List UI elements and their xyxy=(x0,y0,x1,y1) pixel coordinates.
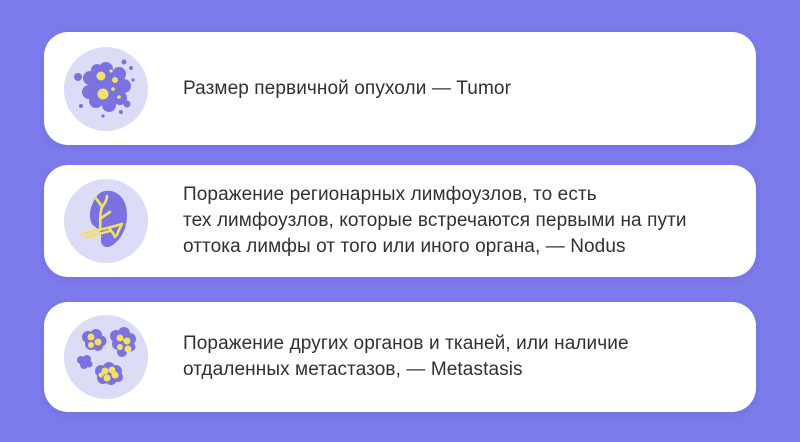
card-metastasis xyxy=(44,302,756,412)
card-metastasis-text xyxy=(183,331,629,383)
card-tumor-text xyxy=(183,76,511,102)
tumor-icon xyxy=(64,47,148,131)
text-line: тех лимфоузлов, которые встречаются первыми на пути xyxy=(183,210,687,231)
text-line: оттока лимфы от того или иного органа, — Nodus xyxy=(183,236,626,257)
text-line: отдаленных метастазов, — Metastasis xyxy=(183,359,523,380)
card-nodus xyxy=(44,165,756,277)
text-line: Поражение регионарных лимфоузлов, то есть xyxy=(183,184,597,205)
text-line: Размер первичной опухоли — Tumor xyxy=(183,77,511,99)
metastasis-icon xyxy=(64,315,148,399)
card-nodus-text xyxy=(183,182,687,260)
text-line: Поражение других органов и тканей, или наличие xyxy=(183,333,629,354)
card-tumor xyxy=(44,32,756,145)
nodus-icon xyxy=(64,179,148,263)
